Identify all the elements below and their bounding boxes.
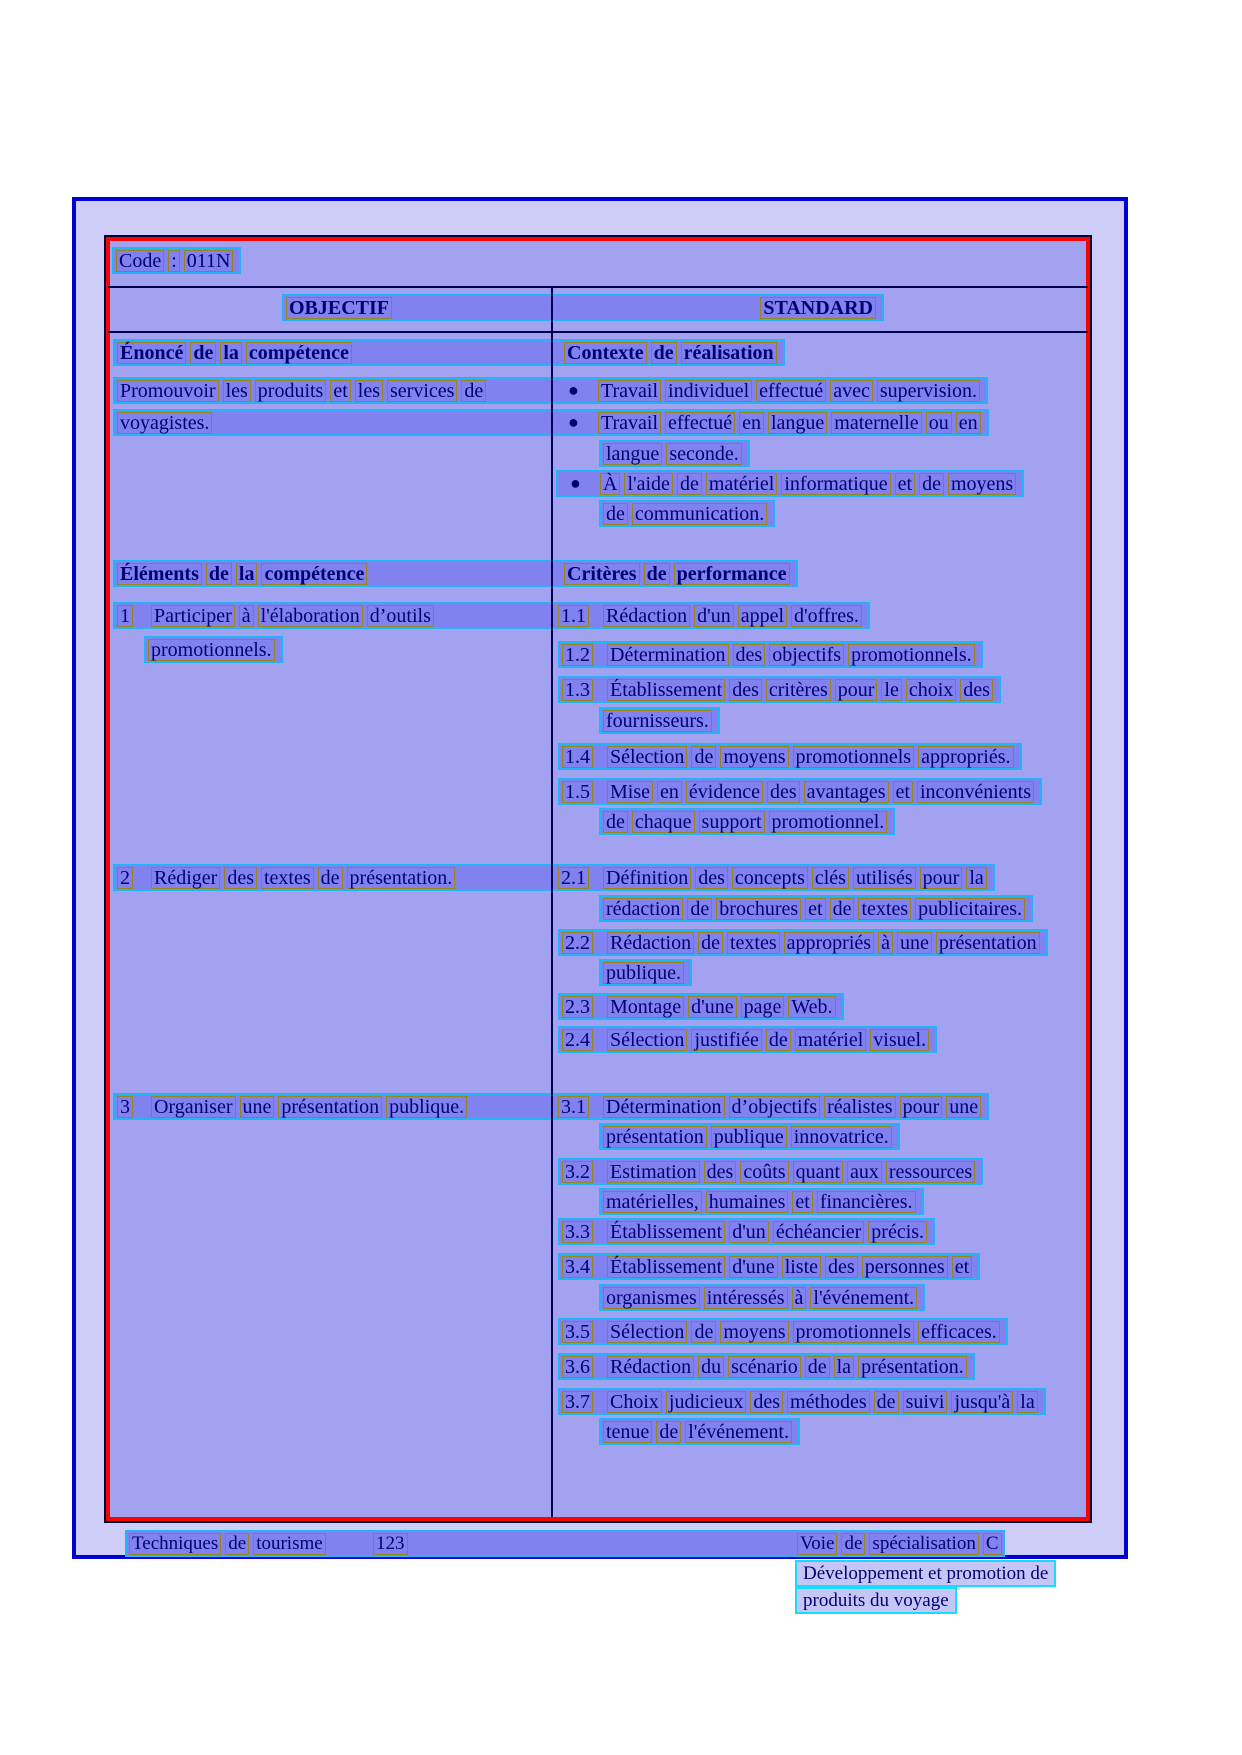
word-highlight: Rédaction (607, 932, 694, 954)
word-highlight: clés (812, 867, 849, 889)
word-highlight: Contexte (564, 342, 647, 364)
word-highlight: de (190, 342, 216, 364)
word-highlight: de (318, 867, 343, 889)
elements-criteres-titles-row (113, 560, 798, 587)
word-highlight: produits (255, 380, 327, 402)
word-highlight: évidence (686, 781, 763, 803)
criterion-2-3 (558, 993, 844, 1020)
footer-row (125, 1530, 1005, 1557)
word-highlight: l'élaboration (258, 605, 363, 627)
word-highlight: ou (926, 412, 952, 434)
word-highlight: Mise (607, 781, 653, 803)
word-highlight: intéressés (704, 1287, 788, 1309)
word-highlight: des (960, 679, 993, 701)
word-highlight: et (805, 898, 825, 920)
word-highlight: présentation (936, 932, 1040, 954)
word-highlight: Établissement (607, 1256, 725, 1278)
word-highlight: visuel. (870, 1029, 929, 1051)
word-highlight: critères (766, 679, 831, 701)
word-highlight: textes (858, 898, 911, 920)
word-highlight: humaines (706, 1191, 789, 1213)
element-2-criterion-2-1-left (117, 867, 558, 889)
word-highlight: Rédaction (603, 605, 690, 627)
enonce-line-1-bullet-1-right (558, 380, 984, 402)
word-highlight: pour (835, 679, 878, 701)
word-highlight: inconvénients (917, 781, 1034, 803)
word-highlight: avec (830, 380, 873, 402)
word-highlight: présentation. (858, 1356, 967, 1378)
word-highlight: performance (674, 563, 790, 585)
word-highlight: moyens (720, 1321, 788, 1343)
word-highlight: Sélection (607, 746, 687, 768)
footer-specialization (797, 1533, 1006, 1555)
footer-overflow-line-1: Développement et promotion de (795, 1560, 1056, 1587)
word-highlight: publique. (603, 962, 684, 984)
criterion-2-1-line-2 (599, 895, 1033, 922)
element-1-line-2 (144, 636, 283, 663)
word-highlight: et (330, 380, 350, 402)
word-highlight: organismes (603, 1287, 700, 1309)
word-highlight: efficaces. (918, 1321, 1000, 1343)
criterion-3-5 (558, 1318, 1008, 1345)
section-titles-row-right (558, 342, 781, 364)
word-highlight: informatique (781, 473, 890, 495)
word-highlight: et (893, 781, 913, 803)
word-highlight: textes (261, 867, 314, 889)
criterion-3-4 (558, 1253, 980, 1280)
word-highlight: Web. (788, 996, 835, 1018)
word-highlight: quant (793, 1161, 843, 1183)
word-highlight: brochures (716, 898, 801, 920)
word-highlight: la (220, 342, 242, 364)
word-highlight: suivi (903, 1391, 948, 1413)
word-highlight: rédaction (603, 898, 683, 920)
word-highlight: promotionnels. (848, 644, 975, 666)
word-highlight: Organiser (151, 1096, 236, 1118)
word-highlight: l'aide (624, 473, 672, 495)
criterion-3-2-line-2 (599, 1188, 924, 1215)
word-highlight: promotionnels (793, 1321, 915, 1343)
item-number: 3 (117, 1096, 133, 1118)
word-highlight: des (729, 679, 762, 701)
section-titles-row (113, 339, 785, 366)
word-highlight: de (698, 932, 723, 954)
word-highlight: et (792, 1191, 812, 1213)
word-highlight: choix (906, 679, 956, 701)
word-highlight: d'un (694, 605, 734, 627)
word-highlight: Participer (151, 605, 235, 627)
word-highlight: Établissement (607, 679, 725, 701)
criterion-1-3 (558, 676, 1001, 703)
enonce-line-2-bullet-2-left (117, 412, 558, 434)
word-highlight: de (766, 1029, 791, 1051)
word-highlight: de (603, 503, 628, 525)
word-highlight: d’outils (367, 605, 434, 627)
word-highlight: matériel (795, 1029, 867, 1051)
word-highlight: Code (116, 250, 164, 272)
word-highlight: moyens (720, 746, 788, 768)
word-highlight: individuel (665, 380, 752, 402)
criterion-1-4 (558, 743, 1022, 770)
word-highlight: Voie (797, 1533, 837, 1555)
word-highlight: matériel (706, 473, 778, 495)
word-highlight: Estimation (607, 1161, 700, 1183)
word-highlight: des (767, 781, 800, 803)
word-highlight: chaque (632, 811, 695, 833)
element-2-criterion-2-1 (113, 864, 995, 891)
word-highlight: de (656, 1421, 681, 1443)
word-highlight: matérielles, (603, 1191, 702, 1213)
word-highlight: jusqu'à (951, 1391, 1013, 1413)
item-number: 2.3 (562, 996, 593, 1018)
word-highlight: tenue (603, 1421, 652, 1443)
word-highlight: la (236, 563, 258, 585)
word-highlight: en (657, 781, 682, 803)
word-highlight: textes (727, 932, 780, 954)
word-highlight: une (240, 1096, 275, 1118)
word-highlight: Sélection (607, 1029, 687, 1051)
word-highlight: des (825, 1256, 858, 1278)
word-highlight: justifiée (691, 1029, 761, 1051)
word-highlight: Techniques (129, 1533, 221, 1555)
word-highlight: Rédaction (607, 1356, 694, 1378)
element-2-criterion-2-1-right (558, 867, 991, 889)
item-number: 3.3 (562, 1221, 593, 1243)
element-1-criterion-1-1-right (558, 605, 866, 627)
item-number: 3.2 (562, 1161, 593, 1183)
word-highlight: Montage (607, 996, 684, 1018)
word-highlight: ressources (886, 1161, 975, 1183)
item-number: 3.6 (562, 1356, 593, 1378)
word-highlight: scénario (728, 1356, 801, 1378)
word-highlight: à (239, 605, 254, 627)
table-header-row (282, 294, 884, 321)
bullet-icon: ● (568, 380, 579, 400)
word-highlight: Critères (564, 563, 640, 585)
word-highlight: Éléments (117, 563, 202, 585)
word-highlight: spécialisation (869, 1533, 978, 1555)
objectif-header: OBJECTIF (286, 297, 392, 319)
word-highlight: de (225, 1533, 249, 1555)
word-highlight: une (946, 1096, 981, 1118)
word-highlight: d’objectifs (729, 1096, 821, 1118)
word-highlight: Promouvoir (117, 380, 219, 402)
item-number: 1.1 (558, 605, 589, 627)
word-highlight: et (895, 473, 915, 495)
criterion-3-6 (558, 1353, 975, 1380)
word-highlight: utilisés (853, 867, 916, 889)
word-highlight: d'un (729, 1221, 769, 1243)
word-highlight: Définition (603, 867, 691, 889)
word-highlight: judicieux (666, 1391, 746, 1413)
bullet-icon: ● (568, 412, 579, 432)
row-divider-under-code (108, 286, 1088, 288)
word-highlight: en (739, 412, 764, 434)
criterion-3-7-line-2 (599, 1418, 800, 1445)
word-highlight: appel (738, 605, 787, 627)
word-highlight: échéancier (773, 1221, 864, 1243)
word-highlight: avantages (804, 781, 889, 803)
column-divider (551, 288, 553, 1517)
item-number: 1.2 (562, 644, 593, 666)
word-highlight: de (687, 898, 712, 920)
element-1-criterion-1-1-left (117, 605, 558, 627)
word-highlight: de (651, 342, 677, 364)
item-number: 3.1 (558, 1096, 589, 1118)
criterion-2-4 (558, 1026, 937, 1053)
word-highlight: de (206, 563, 232, 585)
word-highlight: tourisme (253, 1533, 326, 1555)
word-highlight: promotionnels. (148, 639, 275, 661)
word-highlight: effectué (756, 380, 826, 402)
word-highlight: de (691, 1321, 716, 1343)
word-highlight: de (461, 380, 486, 402)
word-highlight: appropriés (784, 932, 874, 954)
item-number: 3.7 (562, 1391, 593, 1413)
word-highlight: Énoncé (117, 342, 186, 364)
criterion-1-2 (558, 641, 983, 668)
word-highlight: des (733, 644, 766, 666)
word-highlight: Choix (607, 1391, 662, 1413)
elements-criteres-titles-row-left (117, 563, 558, 585)
word-highlight: langue (768, 412, 827, 434)
word-highlight: de (841, 1533, 865, 1555)
word-highlight: : (168, 250, 180, 272)
word-highlight: à (878, 932, 893, 954)
word-highlight: à (792, 1287, 807, 1309)
item-number: 2.1 (558, 867, 589, 889)
item-number: 2 (117, 867, 133, 889)
word-highlight: présentation (278, 1096, 382, 1118)
word-highlight: supervision. (877, 380, 980, 402)
standard-header: STANDARD (760, 297, 876, 319)
criterion-3-1-line-2 (599, 1123, 900, 1150)
element-3-criterion-3-1-right (558, 1096, 985, 1118)
word-highlight: méthodes (787, 1391, 870, 1413)
word-highlight: liste (782, 1256, 821, 1278)
word-highlight: compétence (246, 342, 352, 364)
word-highlight: l'événement. (685, 1421, 792, 1443)
word-highlight: fournisseurs. (603, 710, 712, 732)
item-number: 1.5 (562, 781, 593, 803)
word-highlight: publique (711, 1126, 787, 1148)
word-highlight: compétence (261, 563, 367, 585)
word-highlight: langue (603, 443, 662, 465)
word-highlight: des (224, 867, 257, 889)
word-highlight: 011N (184, 250, 234, 272)
word-highlight: innovatrice. (791, 1126, 892, 1148)
item-number: 1 (117, 605, 133, 627)
item-number: 2.4 (562, 1029, 593, 1051)
criterion-2-2 (558, 929, 1048, 956)
word-highlight: de (603, 811, 628, 833)
word-highlight: présentation (603, 1126, 707, 1148)
word-highlight: effectué (665, 412, 735, 434)
word-highlight: de (805, 1356, 830, 1378)
word-highlight: appropriés. (918, 746, 1013, 768)
word-highlight: la (966, 867, 986, 889)
word-highlight: des (704, 1161, 737, 1183)
word-highlight: À (600, 473, 620, 495)
footer-overflow-line-2: produits du voyage (795, 1587, 957, 1614)
criterion-2-2-line-2 (599, 959, 692, 986)
code-line (112, 247, 241, 274)
word-highlight: précis. (868, 1221, 927, 1243)
word-highlight: financières. (817, 1191, 916, 1213)
word-highlight: de (830, 898, 855, 920)
word-highlight: coûts (740, 1161, 788, 1183)
item-number: 2.2 (562, 932, 593, 954)
word-highlight: page (741, 996, 785, 1018)
word-highlight: voyagistes. (117, 412, 212, 434)
criterion-1-5-line-2 (599, 808, 895, 835)
word-highlight: C (983, 1533, 1002, 1555)
enonce-line-1-bullet-1-left (117, 380, 558, 402)
word-highlight: les (355, 380, 383, 402)
word-highlight: d'offres. (791, 605, 862, 627)
elements-criteres-titles-row-right (558, 563, 794, 585)
word-highlight: publique. (386, 1096, 467, 1118)
criterion-3-2 (558, 1158, 983, 1185)
word-highlight: des (695, 867, 728, 889)
word-highlight: Travail (598, 380, 661, 402)
word-highlight: communication. (632, 503, 767, 525)
word-highlight: personnes (862, 1256, 948, 1278)
word-highlight: la (1017, 1391, 1037, 1413)
word-highlight: des (750, 1391, 783, 1413)
criterion-3-4-line-2 (599, 1284, 925, 1311)
section-titles-row-left (117, 342, 558, 364)
word-highlight: pour (920, 867, 963, 889)
word-highlight: Travail (598, 412, 661, 434)
word-highlight: du (698, 1356, 724, 1378)
word-highlight: support (699, 811, 765, 833)
word-highlight: Sélection (607, 1321, 687, 1343)
word-highlight: réalisation (681, 342, 777, 364)
word-highlight: de (691, 746, 716, 768)
word-highlight: Détermination (607, 644, 729, 666)
word-highlight: Détermination (603, 1096, 725, 1118)
word-highlight: promotionnel. (769, 811, 888, 833)
word-highlight: 123 (373, 1533, 408, 1555)
word-highlight: de (677, 473, 702, 495)
word-highlight: maternelle (831, 412, 921, 434)
word-highlight: promotionnels (793, 746, 915, 768)
word-highlight: d'une (729, 1256, 777, 1278)
footer-page-number (373, 1533, 412, 1555)
bullet-icon: ● (570, 473, 581, 493)
word-highlight: l'événement. (810, 1287, 917, 1309)
word-highlight: de (919, 473, 944, 495)
word-highlight: moyens (948, 473, 1016, 495)
word-highlight: d'une (688, 996, 736, 1018)
item-number: 3.5 (562, 1321, 593, 1343)
footer-program-name (129, 1533, 330, 1555)
word-highlight: et (952, 1256, 972, 1278)
enonce-line-2-bullet-2-right (558, 412, 985, 434)
item-number: 1.3 (562, 679, 593, 701)
word-highlight: une (897, 932, 932, 954)
bullet-2-line-2 (599, 440, 750, 467)
word-highlight: objectifs (769, 644, 844, 666)
bullet-3-line-1 (556, 470, 1024, 497)
word-highlight: concepts (732, 867, 808, 889)
word-highlight: seconde. (666, 443, 741, 465)
word-highlight: le (881, 679, 901, 701)
word-highlight: Rédiger (151, 867, 220, 889)
criterion-3-3 (558, 1218, 935, 1245)
item-number: 1.4 (562, 746, 593, 768)
word-highlight: les (223, 380, 251, 402)
word-highlight: en (956, 412, 981, 434)
element-1-criterion-1-1 (113, 602, 870, 629)
word-highlight: de (644, 563, 670, 585)
word-highlight: aux (847, 1161, 882, 1183)
item-number: 3.4 (562, 1256, 593, 1278)
word-highlight: publicitaires. (915, 898, 1025, 920)
bullet-3-line-2 (599, 500, 775, 527)
criterion-3-7 (558, 1388, 1046, 1415)
word-highlight: pour (900, 1096, 943, 1118)
row-divider-under-header (108, 331, 1088, 333)
criterion-1-5 (558, 778, 1042, 805)
word-highlight: services (387, 380, 457, 402)
element-3-criterion-3-1-left (117, 1096, 558, 1118)
word-highlight: présentation. (347, 867, 456, 889)
word-highlight: la (834, 1356, 854, 1378)
word-highlight: de (874, 1391, 899, 1413)
word-highlight: réalistes (824, 1096, 896, 1118)
word-highlight: Établissement (607, 1221, 725, 1243)
criterion-1-3-line-2 (599, 707, 720, 734)
